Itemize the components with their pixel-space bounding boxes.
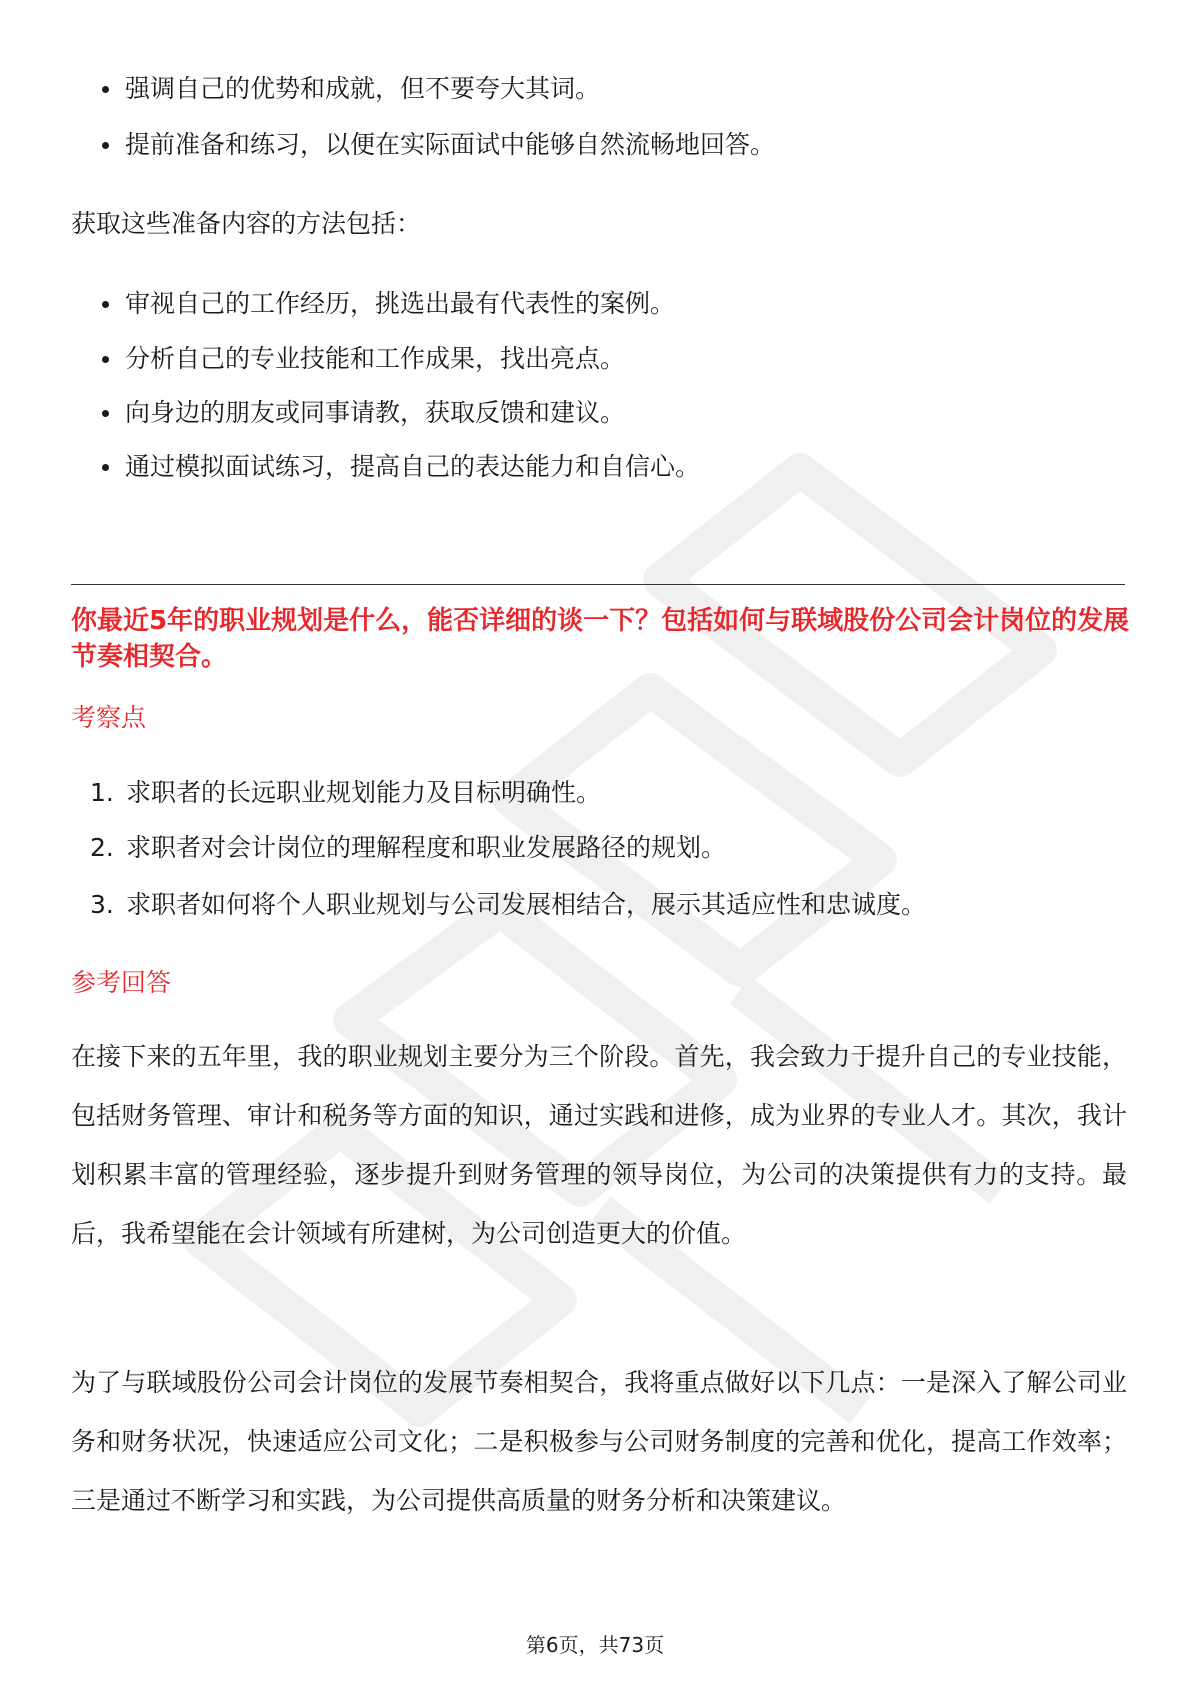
list-item: 提前准备和练习，以便在实际面试中能够自然流畅地回答。 — [125, 127, 775, 163]
list-item: 通过模拟面试练习，提高自己的表达能力和自信心。 — [125, 449, 700, 485]
bullet-dot — [102, 301, 109, 308]
bullet-dot — [102, 142, 109, 149]
list-item: 分析自己的专业技能和工作成果，找出亮点。 — [125, 341, 625, 377]
list-item: 强调自己的优势和成就，但不要夸大其词。 — [125, 71, 600, 107]
section-divider — [71, 584, 1125, 585]
list-item: 2. 求职者对会计岗位的理解程度和职业发展路径的规划。 — [90, 833, 727, 862]
bullet-dot — [102, 464, 109, 471]
answer-heading: 参考回答 — [71, 968, 172, 997]
answer-paragraph: 在接下来的五年里，我的职业规划主要分为三个阶段。首先，我会致力于提升自己的专业技能，包括财务管理、审计和税务等方面的知识，通过实践和进修，成为业界的专业人才。其次，我计划积累丰富的管理经验，逐步提升到财务管理的领导岗位，为公司的决策提供有力的支持。最后，我希望能在会计领域有所建树，为公司创造更大的价值。 — [71, 1042, 1127, 1248]
page-footer: 第6页，共73页 — [525, 1633, 665, 1657]
question-title: 你最近5年的职业规划是什么，能否详细的谈一下？包括如何与联域股份公司会计岗位的发展节奏相契合。 — [71, 606, 1130, 672]
answer-paragraph: 为了与联域股份公司会计岗位的发展节奏相契合，我将重点做好以下几点：一是深入了解公司业务和财务状况，快速适应公司文化；二是积极参与公司财务制度的完善和优化，提高工作效率；三是通过不断学习和实践，为公司提供高质量的财务分析和决策建议。 — [71, 1368, 1127, 1515]
points-heading: 考察点 — [71, 703, 147, 732]
bullet-dot — [102, 410, 109, 417]
list-item: 向身边的朋友或同事请教，获取反馈和建议。 — [125, 395, 625, 431]
list-item: 1. 求职者的长远职业规划能力及目标明确性。 — [90, 778, 602, 807]
bullet-dot — [102, 86, 109, 93]
list-item: 审视自己的工作经历，挑选出最有代表性的案例。 — [125, 286, 675, 322]
methods-intro: 获取这些准备内容的方法包括： — [71, 209, 422, 238]
list-item: 3. 求职者如何将个人职业规划与公司发展相结合，展示其适应性和忠诚度。 — [90, 890, 927, 919]
bullet-dot — [102, 356, 109, 363]
